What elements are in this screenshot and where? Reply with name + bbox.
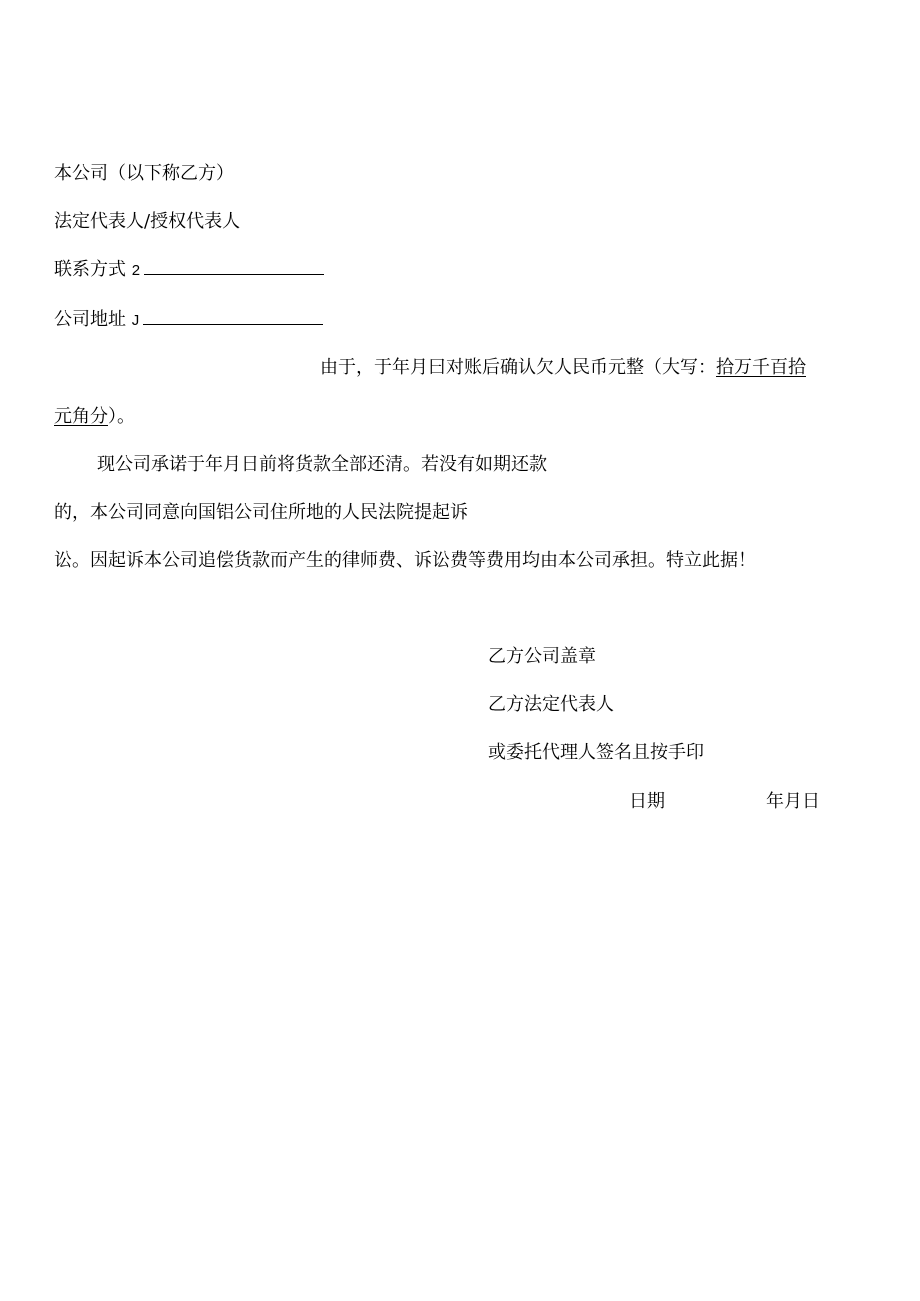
debt-text: 由于，于年月曰对账后确认欠人民币元整（大写： [320, 357, 716, 378]
address-label: 公司地址 [54, 309, 126, 330]
contact-blank [144, 260, 324, 275]
amount-words-2: 元角分 [54, 406, 108, 427]
contact-label: 联系方式 [54, 259, 126, 280]
address-blank [143, 310, 323, 325]
contact-mark: 2 [131, 262, 141, 279]
debt-line [320, 356, 806, 380]
address-mark: J [131, 312, 140, 329]
address-line [54, 308, 323, 333]
legal-rep-line: 乙方法定代表人 [488, 694, 614, 715]
agent-line: 或委托代理人签名且按手印 [488, 742, 704, 763]
representative-line: 法定代表人/授权代表人 [54, 211, 241, 232]
debt-line-end: ）。 [108, 406, 135, 427]
promise-line-2: 的，本公司同意向国铝公司住所地的人民法院提起诉 [54, 502, 468, 523]
amount-words-1: 拾万千百拾 [716, 357, 806, 378]
promise-line-1: 现公司承诺于年月日前将货款全部还清。若没有如期还款 [97, 454, 547, 475]
date-label: 日期 [629, 791, 665, 812]
promise-line-3: 讼。因起诉本公司追偿货款而产生的律师费、诉讼费等费用均由本公司承担。特立此据！ [54, 550, 756, 571]
contact-line [54, 258, 324, 283]
seal-line: 乙方公司盖章 [488, 646, 596, 667]
debt-line-continued [54, 405, 135, 429]
date-value: 年月日 [766, 791, 820, 812]
company-line: 本公司（以下称乙方） [54, 163, 234, 184]
